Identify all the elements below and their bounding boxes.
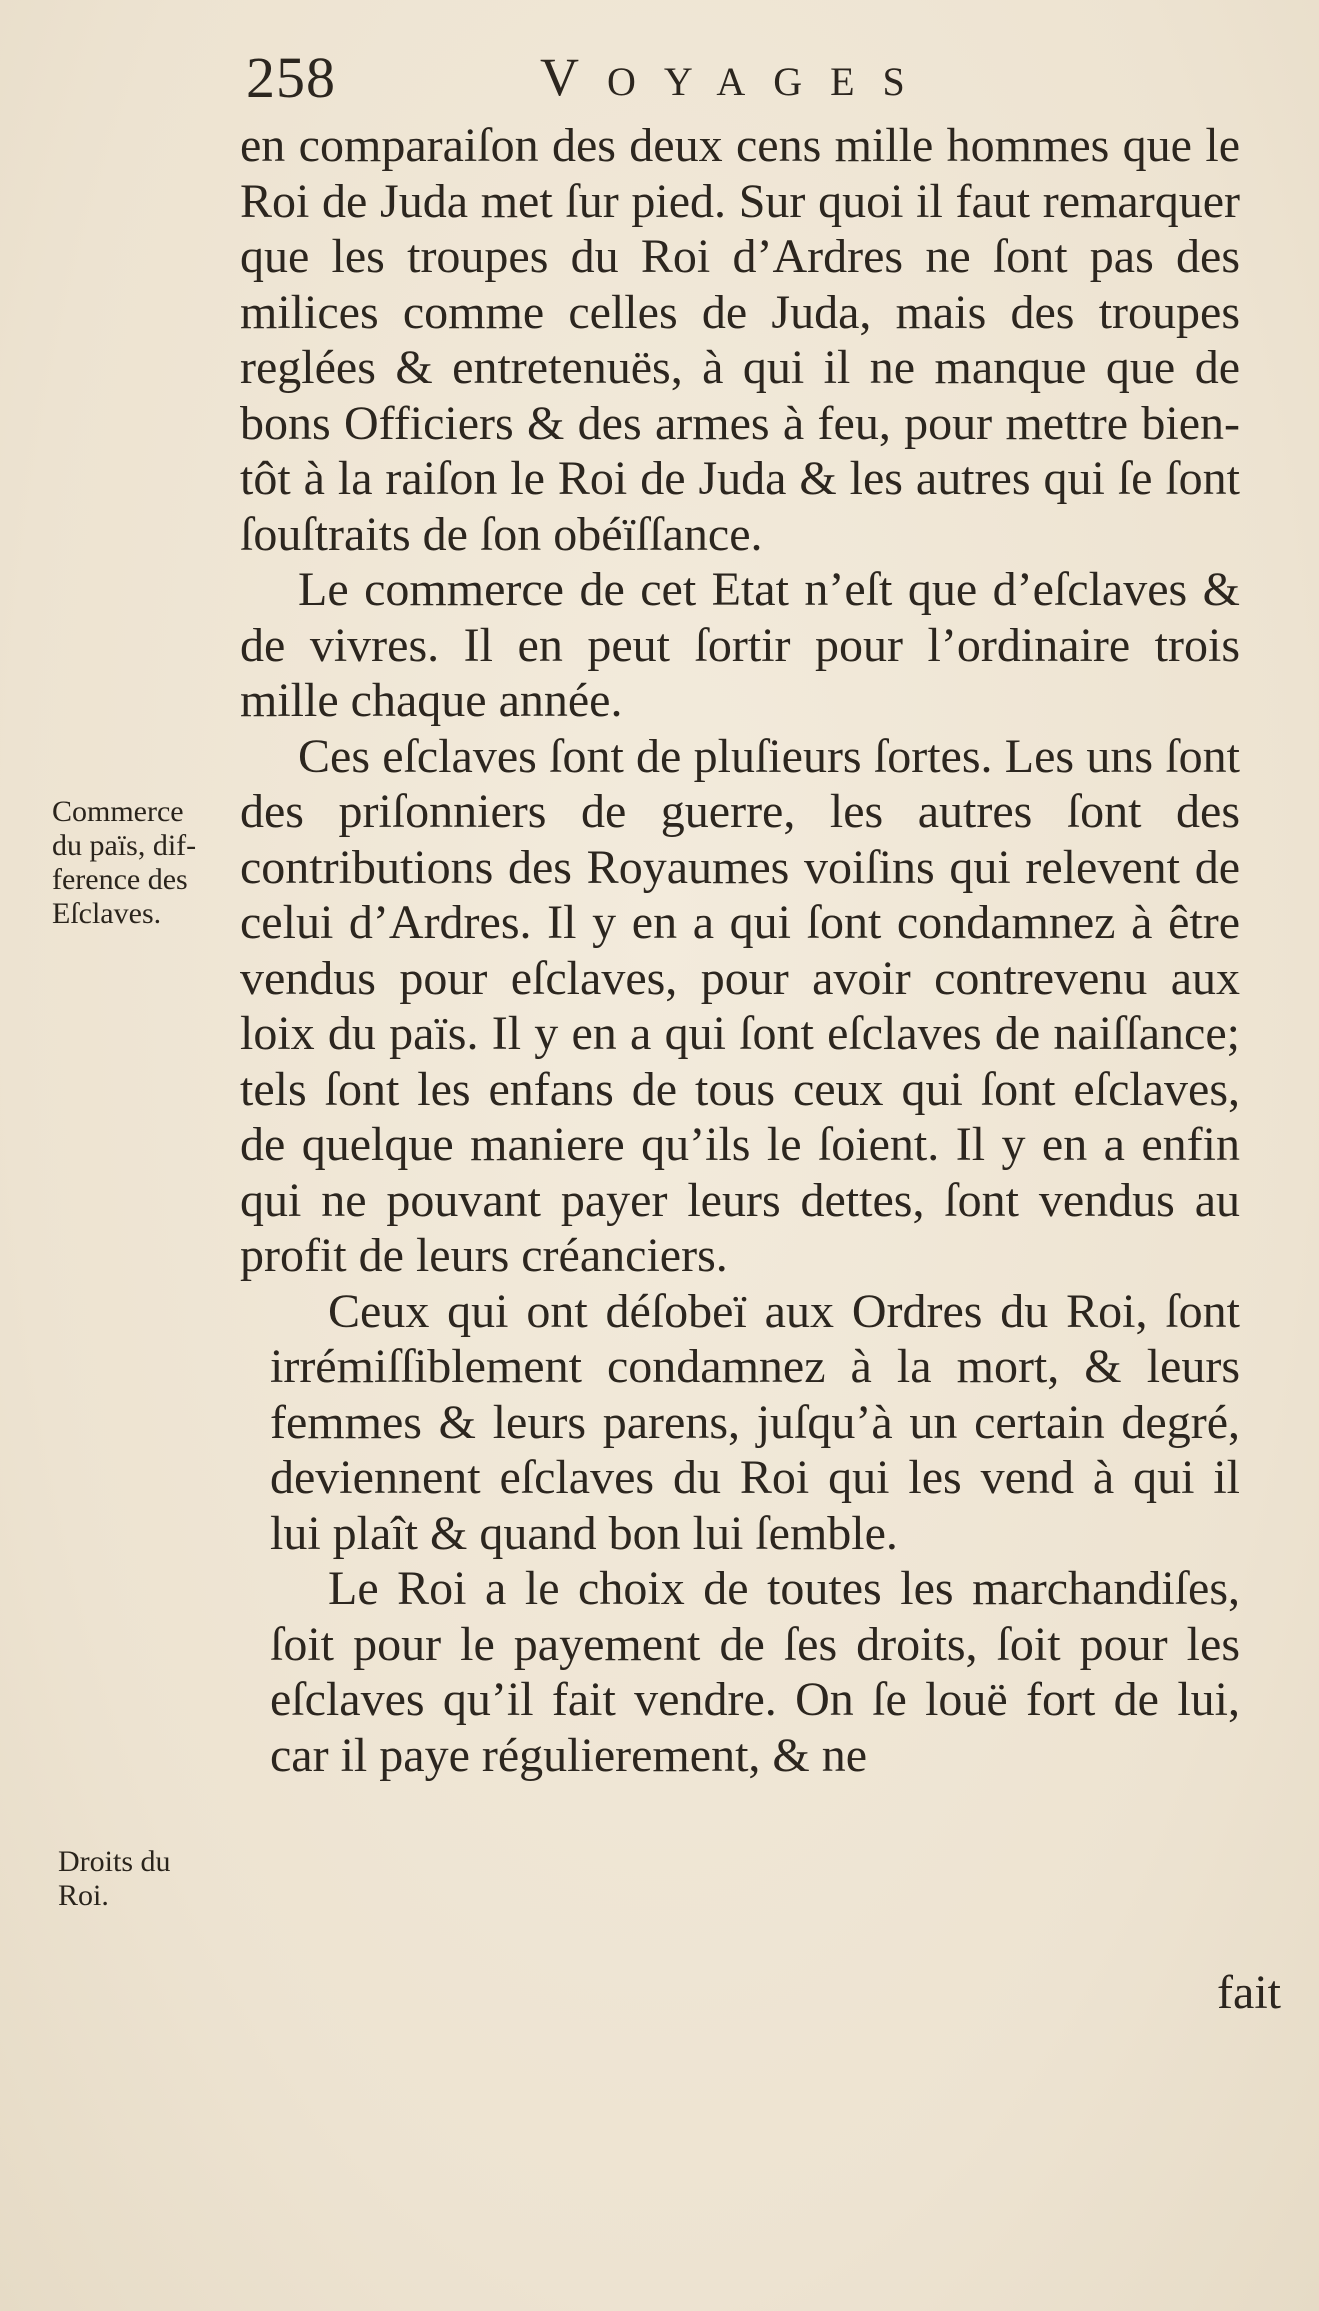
margin-note-line: Commerce: [52, 795, 184, 828]
paragraph: Ces eſclaves ſont de pluſieurs ſortes. Les uns ſont des priſonniers de guerre, les autres ſont des contributions des Royaumes voiſins qui relevent de celui d’Ardres. Il y en a qui ſont condamnez à être vendus pour eſclaves, pour avoir contrevenu aux loix du païs. Il y en a qui ſont eſclaves de naiſſance; tels ſont les enfans de tous ceux qui ſont eſclaves, de quelque maniere qu’ils le ſoient. Il y en a enfin qui ne pouvant payer leurs dettes, ſont vendus au profit de leurs créanciers.: [240, 729, 1240, 1282]
margin-note-line: Droits du: [58, 1845, 171, 1878]
running-title-initial: V: [540, 47, 607, 107]
running-title: [540, 46, 933, 108]
margin-note-droits: [58, 1845, 171, 1913]
margin-note-line: du païs, dif-: [52, 829, 197, 862]
margin-note-line: ference des: [52, 863, 188, 896]
catchword: fait: [1217, 1966, 1281, 2019]
running-title-rest: OYAGES: [607, 59, 933, 104]
margin-note-line: Eſclaves.: [52, 897, 162, 930]
page-number: 258: [246, 45, 336, 110]
margin-note-line: Roi.: [58, 1879, 109, 1912]
paragraph: Le commerce de cet Etat n’eſt que d’eſclaves & de vivres. Il en peut ſortir pour l’ordinaire trois mille chaque année.: [240, 563, 1240, 727]
paragraph: Le Roi a le choix de toutes les marchandiſes, ſoit pour le payement de ſes droits, ſoit pour les eſclaves qu’il fait vendre. On ſe louë fort de lui, car il paye régulierement, & ne: [270, 1562, 1240, 1782]
body-text: [240, 118, 1240, 1783]
paragraph: Ceux qui ont déſobeï aux Ordres du Roi, ſont irrémiſſiblement condamnez à la mort, & leurs femmes & leurs parens, juſqu’à un certain degré, deviennent eſclaves du Roi qui les vend à qui il lui plaît & quand bon lui ſemble.: [270, 1284, 1240, 1560]
margin-note-commerce: [52, 795, 196, 931]
paragraph: en comparaiſon des deux cens mille hommes que le Roi de Juda met ſur pied. Sur quoi il faut remarquer que les troupes du Roi d’Ardres ne ſont pas des milices comme celles de Juda, mais des troupes reglées & entretenuës, à qui il ne manque que de bons Officiers & des armes à feu, pour mettre bien-tôt à la raiſon le Roi de Juda & les autres qui ſe ſont ſouſtraits de ſon obéïſſance.: [240, 119, 1240, 561]
page-header: [240, 44, 1240, 114]
